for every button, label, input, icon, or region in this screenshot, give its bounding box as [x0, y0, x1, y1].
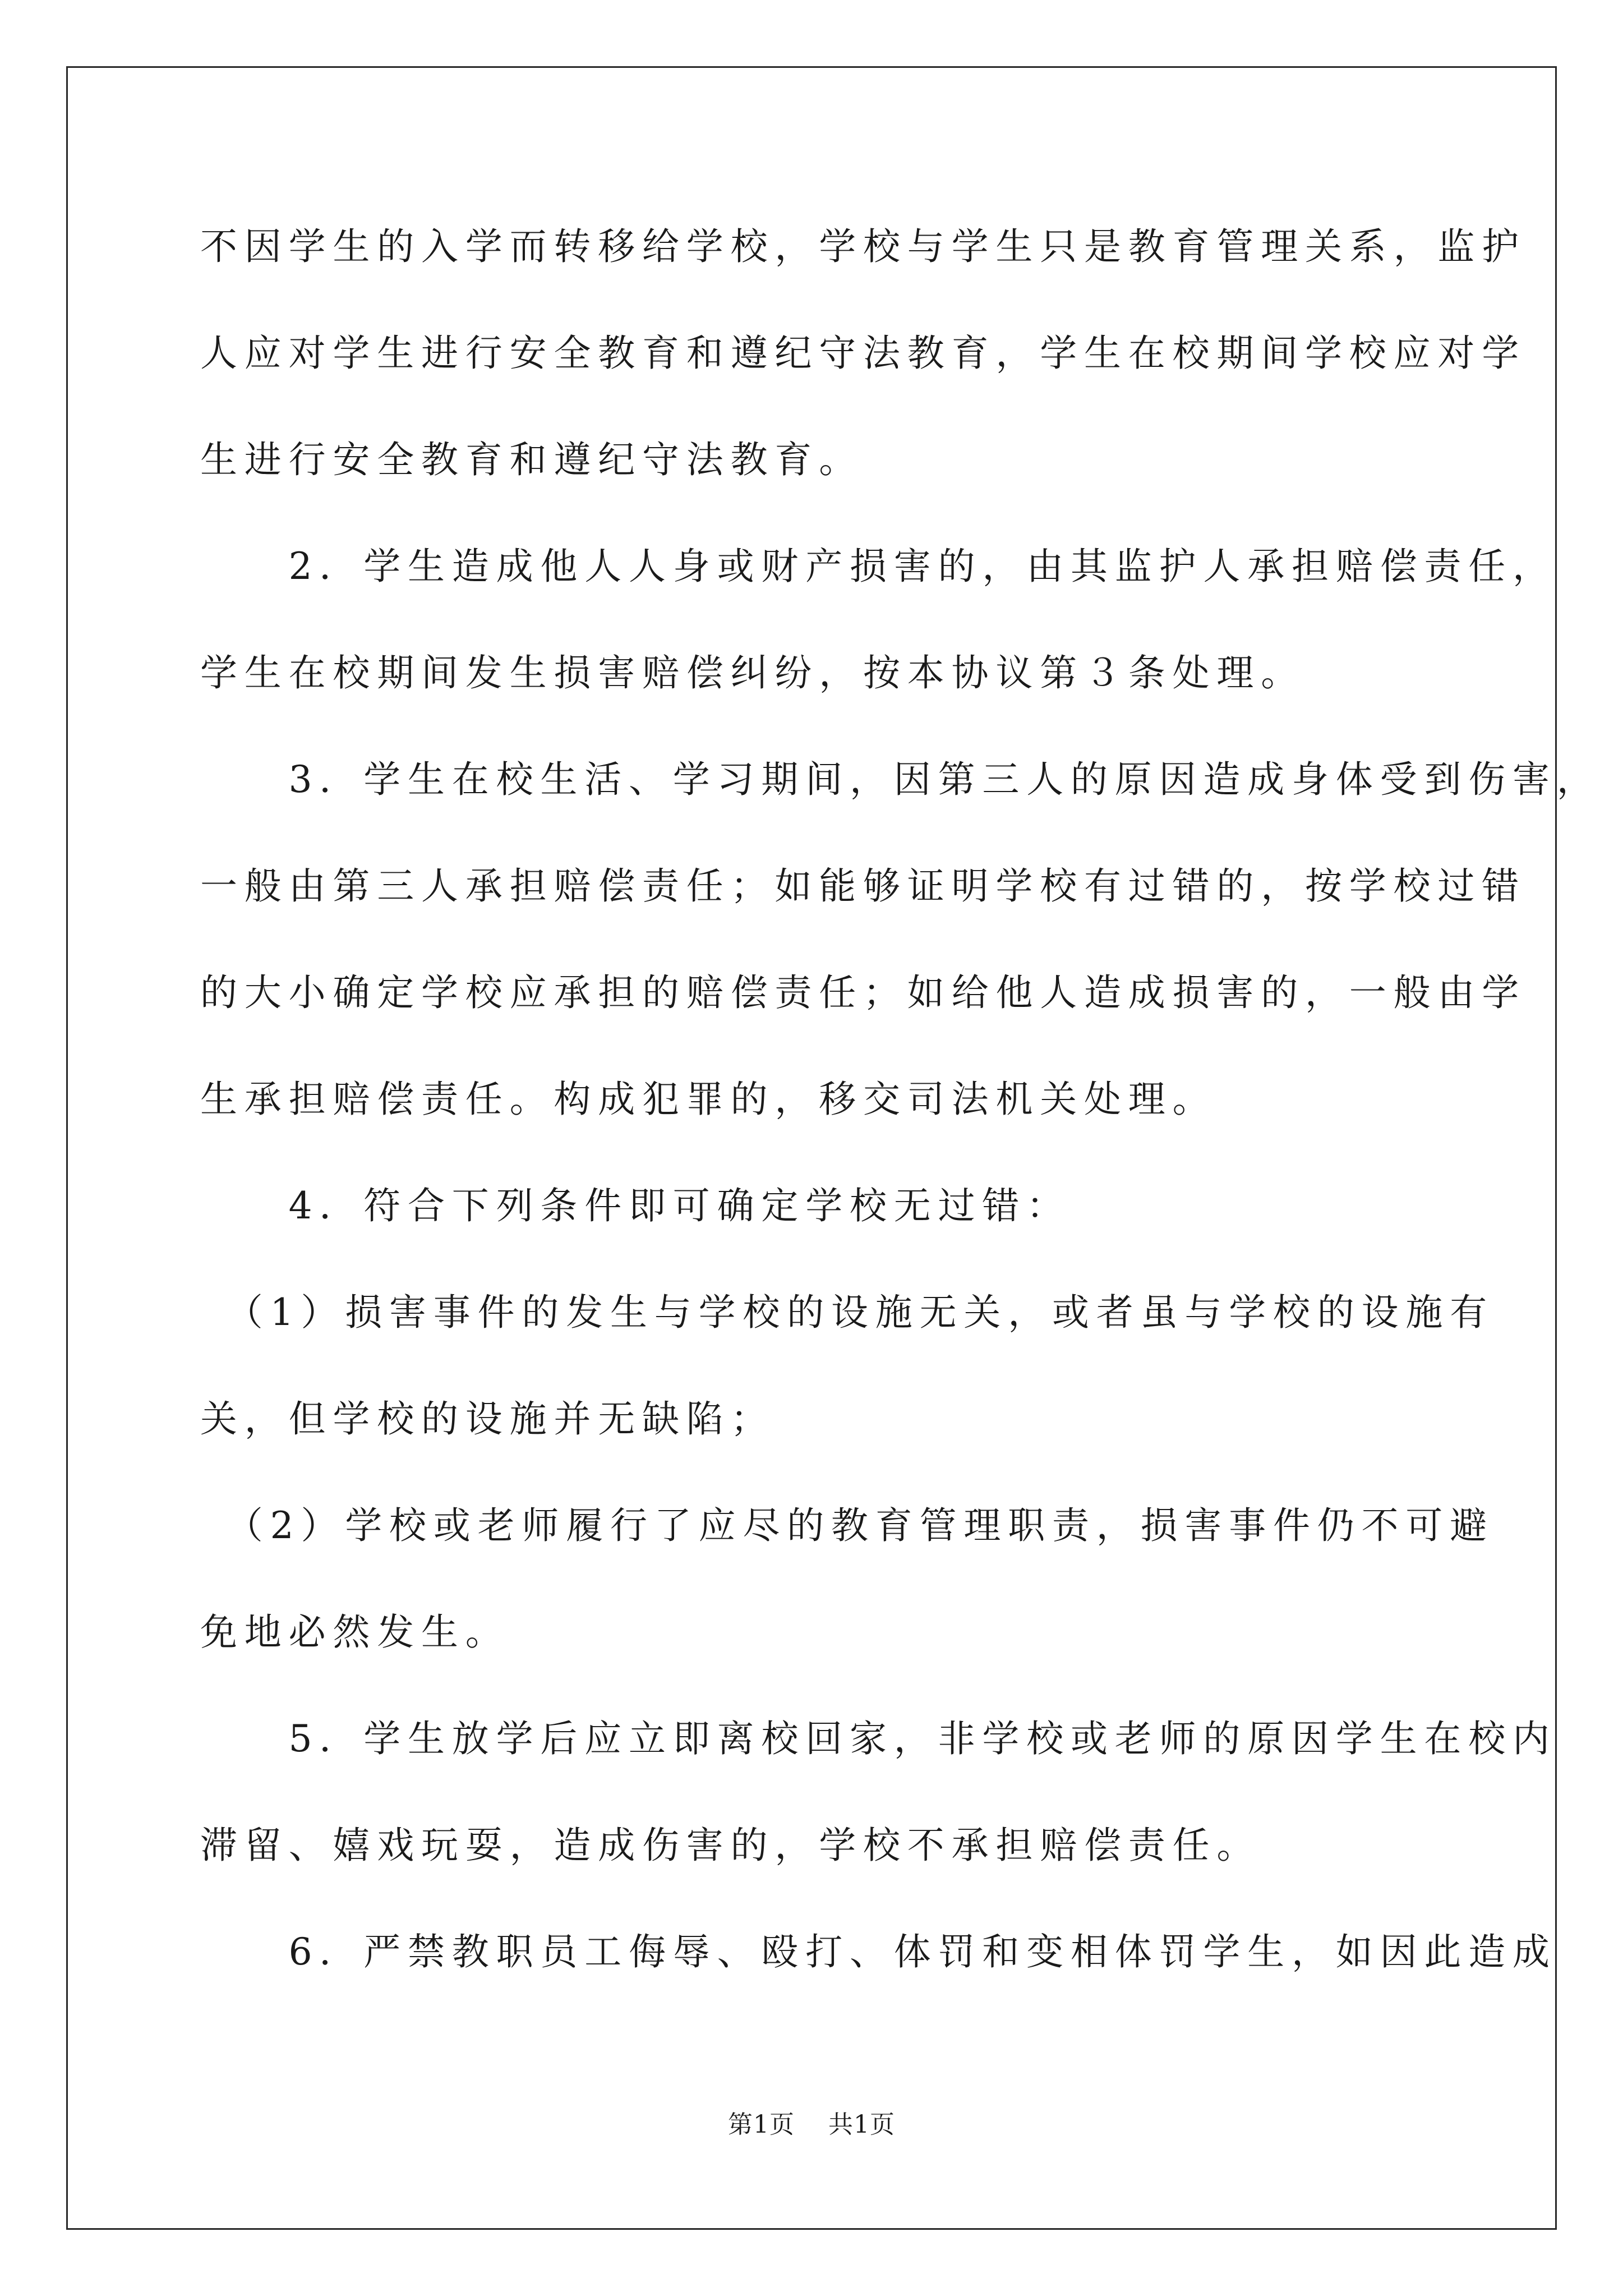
text-line: 4．符合下列条件即可确定学校无过错： [200, 1184, 1071, 1227]
text-line: 不因学生的入学而转移给学校，学校与学生只是教育管理关系，监护 [200, 225, 1526, 268]
text-line: 3．学生在校生活、学习期间，因第三人的原因造成身体受到伤害， [200, 758, 1601, 801]
page-number: 第1页 [728, 2110, 795, 2139]
text-line: 滞留、嬉戏玩耍，造成伤害的，学校不承担赔偿责任。 [200, 1824, 1261, 1867]
text-line: 学生在校期间发生损害赔偿纠纷，按本协议第３条处理。 [200, 651, 1305, 694]
page-footer [0, 2108, 1623, 2142]
text-line: 的大小确定学校应承担的赔偿责任；如给他人造成损害的，一般由学 [200, 971, 1526, 1014]
text-line: 一般由第三人承担赔偿责任；如能够证明学校有过错的，按学校过错 [200, 864, 1526, 908]
text-line: 生承担赔偿责任。构成犯罪的，移交司法机关处理。 [200, 1078, 1217, 1121]
text-line: 生进行安全教育和遵纪守法教育。 [200, 438, 863, 481]
text-line: （2）学校或老师履行了应尽的教育管理职责，损害事件仍不可避 [200, 1504, 1494, 1547]
text-line: 免地必然发生。 [200, 1611, 510, 1654]
document-body [200, 216, 1601, 2028]
text-line: 6．严禁教职员工侮辱、殴打、体罚和变相体罚学生，如因此造成 [200, 1930, 1557, 1973]
text-line: （1）损害事件的发生与学校的设施无关，或者虽与学校的设施有 [200, 1291, 1494, 1334]
text-line: 2．学生造成他人人身或财产损害的，由其监护人承担赔偿责任， [200, 545, 1557, 588]
text-line: 5．学生放学后应立即离校回家，非学校或老师的原因学生在校内 [200, 1717, 1557, 1760]
text-line: 人应对学生进行安全教育和遵纪守法教育，学生在校期间学校应对学 [200, 332, 1526, 375]
text-line: 关，但学校的设施并无缺陷； [200, 1397, 775, 1441]
page-total: 共1页 [828, 2110, 895, 2139]
